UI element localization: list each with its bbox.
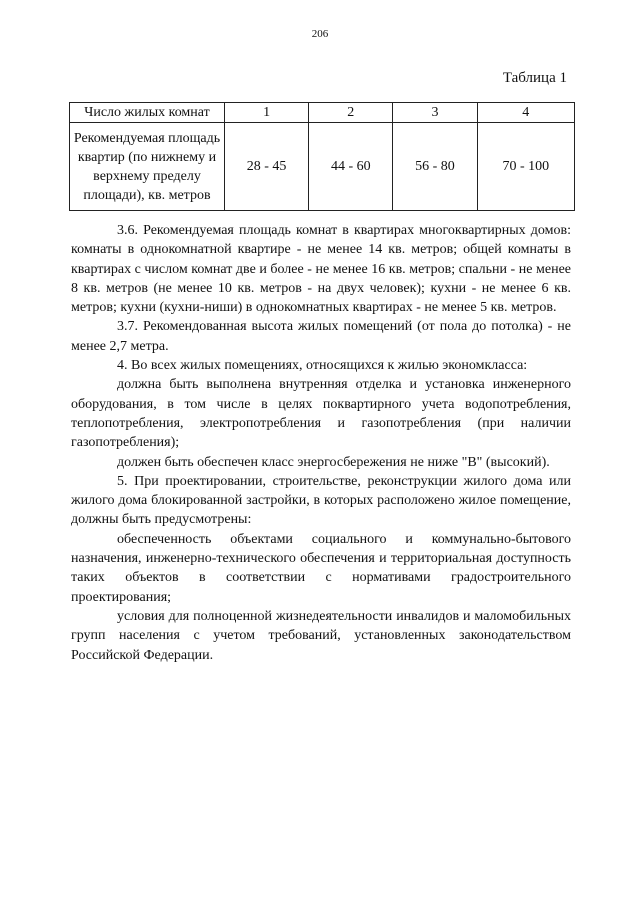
table-header-label: Число жилых комнат xyxy=(70,103,225,123)
paragraph-3-7: 3.7. Рекомендованная высота жилых помещений (от пола до потолка) - не менее 2,7 метра. xyxy=(71,319,571,354)
paragraph-5-infrastructure: обеспеченность объектами социального и коммунально-бытового назначения, инженерно-технического обеспечения и территориальная доступность таких объектов в соответствии с нормативами градостроительного проектирования; xyxy=(71,531,571,605)
table-header-cell-4: 4 xyxy=(477,103,574,123)
table-caption: Таблица 1 xyxy=(502,70,567,86)
table-row-label: Рекомендуемая площадь квартир (по нижнему и верхнему пределу площади), кв. метров xyxy=(70,123,225,211)
paragraph-5-accessibility: условия для полноценной жизнедеятельности инвалидов и маломобильных групп населения с учетом требований, установленных законодательством Российской Федерации. xyxy=(71,608,571,663)
paragraph-4-finishing: должна быть выполнена внутренняя отделка и установка инженерного оборудования, в том числе в целях поквартирного учета водопотребления, теплопотребления, электропотребления и газопотребления (при наличии газопотребления); xyxy=(71,377,571,451)
table-header-cell-2: 2 xyxy=(309,103,393,123)
paragraph-5: 5. При проектировании, строительстве, реконструкции жилого дома или жилого дома блокированной застройки, в которых расположено жилое помещение, должны быть предусмотрены: xyxy=(71,473,571,528)
page-number: 206 xyxy=(311,28,329,40)
apartment-area-table xyxy=(69,102,575,211)
table-header-cell-1: 1 xyxy=(225,103,309,123)
table-value-cell-1: 28 - 45 xyxy=(225,123,309,211)
paragraph-4: 4. Во всех жилых помещениях, относящихся к жилью экономкласса: xyxy=(117,358,528,374)
table-header-cell-3: 3 xyxy=(393,103,477,123)
paragraph-4-energy-class: должен быть обеспечен класс энергосбережения не ниже "В" (высокий). xyxy=(117,454,550,470)
document-body xyxy=(71,221,571,665)
table-value-cell-3: 56 - 80 xyxy=(393,123,477,211)
table-header-row xyxy=(70,103,575,123)
table-value-row xyxy=(70,123,575,211)
paragraph-3-6: 3.6. Рекомендуемая площадь комнат в квартирах многоквартирных домов: комнаты в однокомнатной квартире - не менее 14 кв. метров; общей комнаты в квартирах с числом комнат две и более - не менее 16 кв. метров; спальни - не менее 8 кв. метров (не менее 10 кв. метров - на двух человек); кухни - не менее 6 кв. метров; кухни (кухни-ниши) в однокомнатных квартирах - не менее 5 кв. метров. xyxy=(71,223,571,316)
table-value-cell-2: 44 - 60 xyxy=(309,123,393,211)
table-value-cell-4: 70 - 100 xyxy=(477,123,574,211)
